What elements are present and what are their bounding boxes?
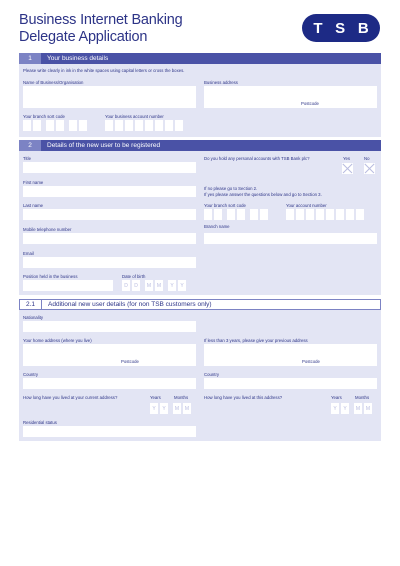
business-name-label: Name of Business/Organisation — [23, 80, 84, 85]
dob-boxes[interactable] — [122, 280, 186, 291]
account-box[interactable] — [316, 209, 324, 220]
years-label: Years — [150, 395, 161, 400]
instruction-text: Please write clearly in ink in the white spaces using capital letters or cross the boxes. — [23, 68, 185, 73]
tsb-logo — [302, 14, 380, 42]
yes-checkbox[interactable] — [342, 163, 353, 174]
sort-code-box[interactable] — [69, 120, 77, 131]
sort-code-boxes[interactable] — [23, 120, 87, 131]
position-label: Position held in the business — [23, 274, 78, 279]
duration-box[interactable]: M — [354, 403, 362, 414]
account-box[interactable] — [105, 120, 113, 131]
business-name-field[interactable] — [23, 86, 196, 108]
account-box[interactable] — [115, 120, 123, 131]
current-duration-label: How long have you lived at your current address? — [23, 395, 118, 400]
user-account-label: Your account number — [286, 203, 327, 208]
section-1-number: 1 — [19, 53, 41, 64]
previous-duration-boxes[interactable] — [331, 403, 372, 414]
no-checkbox[interactable] — [364, 163, 375, 174]
mobile-label: Mobile telephone number — [23, 227, 72, 232]
user-sort-code-boxes[interactable] — [204, 209, 268, 220]
section-2-1-header — [19, 299, 381, 310]
sort-code-box[interactable] — [33, 120, 41, 131]
section-2-1-number: 2.1 — [20, 300, 42, 309]
position-field[interactable] — [23, 280, 113, 291]
title-label: Title — [23, 156, 31, 161]
business-address-label: Business address — [204, 80, 238, 85]
last-name-label: Last name — [23, 203, 44, 208]
if-yes-instruction: If yes please answer the questions below and go to Section 3. — [204, 192, 322, 197]
months-label: Months — [174, 395, 189, 400]
duration-box[interactable]: Y — [331, 403, 339, 414]
sort-code-box[interactable] — [250, 209, 258, 220]
logo-letter-t: T — [313, 19, 323, 37]
account-box[interactable] — [286, 209, 294, 220]
previous-address-label: If less than 3 years, please give your previous address — [204, 338, 308, 343]
sort-code-box[interactable] — [46, 120, 54, 131]
sort-code-box[interactable] — [214, 209, 222, 220]
account-box[interactable] — [326, 209, 334, 220]
account-box[interactable] — [306, 209, 314, 220]
section-1-header — [19, 53, 381, 64]
logo-letter-s: S — [335, 19, 346, 37]
branch-sort-code-label: Your branch sort code — [23, 114, 65, 119]
account-box[interactable] — [155, 120, 163, 131]
duration-box[interactable]: M — [183, 403, 191, 414]
section-1-title: Your business details — [47, 55, 109, 62]
user-sort-code-label: Your branch sort code — [204, 203, 246, 208]
country-field[interactable] — [23, 378, 196, 389]
sort-code-box[interactable] — [237, 209, 245, 220]
dob-box[interactable]: M — [145, 280, 153, 291]
previous-country-field[interactable] — [204, 378, 377, 389]
personal-accounts-question: Do you hold any personal accounts with TSB Bank plc? — [204, 156, 310, 161]
sort-code-box[interactable] — [79, 120, 87, 131]
previous-years-label: Years — [331, 395, 342, 400]
duration-box[interactable]: Y — [150, 403, 158, 414]
last-name-field[interactable] — [23, 209, 196, 220]
account-box[interactable] — [346, 209, 354, 220]
postcode-label: Postcode — [301, 101, 319, 106]
first-name-field[interactable] — [23, 186, 196, 197]
sort-code-box[interactable] — [260, 209, 268, 220]
section-2-1-title: Additional new user details (for non TSB customers only) — [48, 301, 212, 308]
email-field[interactable] — [23, 257, 196, 268]
yes-label: Yes — [343, 156, 351, 161]
no-label: No — [364, 156, 370, 161]
if-no-instruction: If no please go to Section 2. — [204, 186, 258, 191]
email-label: Email — [23, 251, 34, 256]
dob-box[interactable]: Y — [178, 280, 186, 291]
section-2-number: 2 — [19, 140, 41, 151]
account-box[interactable] — [296, 209, 304, 220]
home-postcode-label: Postcode — [121, 359, 139, 364]
current-duration-boxes[interactable] — [150, 403, 191, 414]
page-title-line2: Delegate Application — [19, 29, 148, 45]
account-box[interactable] — [165, 120, 173, 131]
business-account-boxes[interactable] — [105, 120, 183, 131]
account-box[interactable] — [135, 120, 143, 131]
dob-box[interactable]: M — [155, 280, 163, 291]
duration-box[interactable]: M — [173, 403, 181, 414]
sort-code-box[interactable] — [204, 209, 212, 220]
branch-name-field[interactable] — [204, 233, 377, 244]
previous-country-label: Country — [204, 372, 220, 377]
first-name-label: First name — [23, 180, 44, 185]
mobile-field[interactable] — [23, 233, 196, 244]
home-address-label: Your home address (where you live) — [23, 338, 92, 343]
dob-box[interactable]: D — [122, 280, 130, 291]
residential-status-field[interactable] — [23, 426, 196, 437]
previous-duration-label: How long have you lived at this address? — [204, 395, 283, 400]
section-2-header — [19, 140, 381, 151]
section-2-title: Details of the new user to be registered — [47, 142, 161, 149]
previous-months-label: Months — [355, 395, 370, 400]
sort-code-box[interactable] — [227, 209, 235, 220]
duration-box[interactable]: M — [364, 403, 372, 414]
account-box[interactable] — [175, 120, 183, 131]
residential-status-label: Residential status — [23, 420, 57, 425]
logo-letter-b: B — [357, 19, 369, 37]
previous-postcode-label: Postcode — [302, 359, 320, 364]
account-box[interactable] — [145, 120, 153, 131]
account-box[interactable] — [125, 120, 133, 131]
dob-label: Date of birth — [122, 274, 146, 279]
dob-box[interactable]: D — [132, 280, 140, 291]
nationality-label: Nationality — [23, 315, 44, 320]
business-account-label: Your business account number — [105, 114, 164, 119]
account-box[interactable] — [336, 209, 344, 220]
nationality-field[interactable] — [23, 321, 196, 332]
duration-box[interactable]: Y — [160, 403, 168, 414]
sort-code-box[interactable] — [56, 120, 64, 131]
country-label: Country — [23, 372, 39, 377]
user-account-boxes[interactable] — [286, 209, 364, 220]
sort-code-box[interactable] — [23, 120, 31, 131]
dob-box[interactable]: Y — [168, 280, 176, 291]
page-title-line1: Business Internet Banking — [19, 12, 183, 28]
duration-box[interactable]: Y — [341, 403, 349, 414]
branch-name-label: Branch name — [204, 224, 230, 229]
account-box[interactable] — [356, 209, 364, 220]
title-field[interactable] — [23, 162, 196, 173]
